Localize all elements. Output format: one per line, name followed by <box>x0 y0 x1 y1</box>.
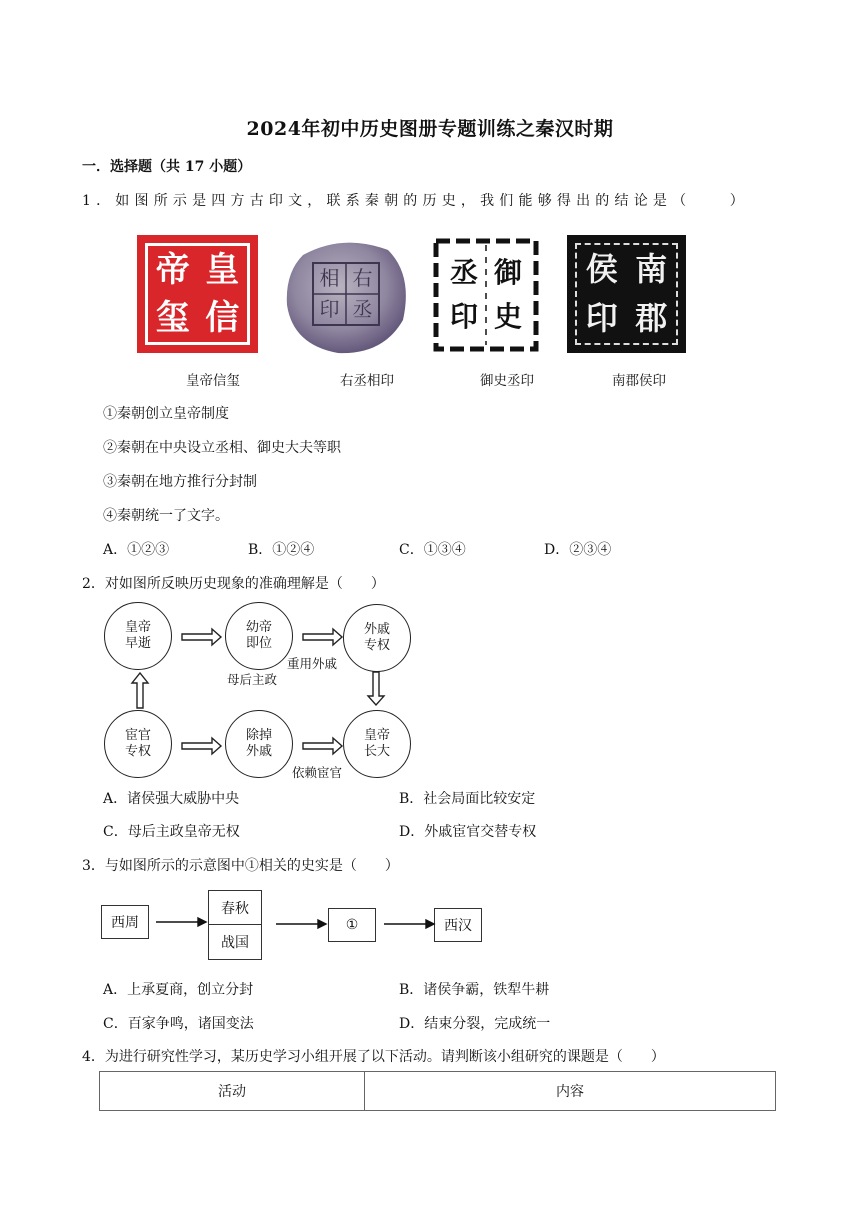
timeline-box-spring-autumn: 春秋 <box>208 890 262 925</box>
q2-option-a[interactable]: A．诸侯强大威胁中央 <box>103 791 240 807</box>
hollow-arrow-down-icon <box>368 672 384 705</box>
timeline-box-western-zhou: 西周 <box>101 905 149 939</box>
q4-table <box>99 1071 776 1111</box>
node-6-line-2: 长大 <box>363 744 390 759</box>
q2-option-b[interactable]: B．社会局面比较安定 <box>399 791 536 807</box>
seal-3-glyph-c: 印 <box>449 300 478 333</box>
label-empress-dowager-rules: 母后主政 <box>227 672 278 687</box>
q1-option-a[interactable]: A．①②③ <box>103 542 170 558</box>
seal-caption-3: 御史丞印 <box>480 373 534 389</box>
label-rely-on-consort-clan: 重用外戚 <box>287 656 338 671</box>
timeline-arrows <box>150 908 440 938</box>
question-3-stem: 3．与如图所示的示意图中①相关的史实是（ ） <box>82 858 399 874</box>
question-2-stem: 2．对如图所反映历史现象的准确理解是（ ） <box>82 576 385 592</box>
q1-statement-3: ③秦朝在地方推行分封制 <box>103 474 257 490</box>
seal-caption-4: 南郡侯印 <box>612 373 666 389</box>
seal-1-glyph-bl: 信 <box>205 298 240 338</box>
node-5-line-2: 外戚 <box>245 744 272 759</box>
table-header-activity: 活动 <box>100 1072 365 1111</box>
label-rely-on-eunuchs: 依赖宦官 <box>292 765 343 780</box>
seal-caption-1: 皇帝信玺 <box>186 373 240 389</box>
page-title: 2024年初中历史图册专题训练之秦汉时期 <box>246 118 614 140</box>
section-heading: 一．选择题（共 17 小题） <box>82 159 252 175</box>
seal-1-glyph-br: 玺 <box>155 298 190 338</box>
seal-2-glyph-a: 相 <box>319 266 340 290</box>
q3-option-c[interactable]: C．百家争鸣，诸国变法 <box>103 1016 254 1032</box>
q3-option-a[interactable]: A．上承夏商，创立分封 <box>103 982 254 998</box>
q3-option-b[interactable]: B．诸侯争霸，铁犁牛耕 <box>399 982 550 998</box>
timeline-box-western-han: 西汉 <box>434 908 482 942</box>
q1-option-b[interactable]: B．①②④ <box>248 542 315 558</box>
seal-3-glyph-a: 丞 <box>449 256 478 289</box>
seal-4-glyph-a: 侯 <box>585 250 618 288</box>
node-3-line-1: 外戚 <box>363 622 390 637</box>
seal-1-glyph-tr: 帝 <box>155 250 190 290</box>
table-header-content: 内容 <box>365 1072 776 1111</box>
node-5-line-1: 除掉 <box>245 728 272 743</box>
seal-2-glyph-c: 印 <box>319 297 340 321</box>
arrow-right-icon <box>156 918 434 928</box>
seal-2-glyph-d: 丞 <box>352 297 373 321</box>
node-4-line-1: 宦官 <box>124 728 151 743</box>
timeline-box-unknown: ① <box>328 908 376 942</box>
q1-statement-2: ②秦朝在中央设立丞相、御史大夫等职 <box>103 440 341 456</box>
hollow-arrow-right-icon <box>182 629 342 754</box>
q3-option-d[interactable]: D．结束分裂，完成统一 <box>399 1016 551 1032</box>
node-4-line-2: 专权 <box>124 744 151 759</box>
q1-statement-1: ①秦朝创立皇帝制度 <box>103 406 229 422</box>
q1-option-c[interactable]: C．①③④ <box>399 542 466 558</box>
q2-option-c[interactable]: C．母后主政皇帝无权 <box>103 824 240 840</box>
node-6-line-1: 皇帝 <box>363 728 390 743</box>
timeline-box-warring-states: 战国 <box>208 924 262 960</box>
node-2-line-2: 即位 <box>245 636 272 651</box>
seal-caption-2: 右丞相印 <box>340 373 394 389</box>
hollow-arrow-up-icon <box>132 673 148 708</box>
q1-statement-4: ④秦朝统一了文字。 <box>103 508 229 524</box>
seal-3-glyph-d: 史 <box>493 300 522 333</box>
seal-4-glyph-d: 郡 <box>635 299 668 337</box>
seal-1-glyph-tl: 皇 <box>205 250 240 290</box>
seal-image-4 <box>567 235 686 353</box>
node-1-line-1: 皇帝 <box>124 620 151 635</box>
seal-image-2 <box>283 235 410 357</box>
question-4-stem: 4．为进行研究性学习，某历史学习小组开展了以下活动。请判断该小组研究的课题是（ ） <box>82 1049 665 1065</box>
seal-4-glyph-c: 印 <box>585 299 618 337</box>
q2-option-d[interactable]: D．外戚宦官交替专权 <box>399 824 537 840</box>
seal-4-glyph-b: 南 <box>635 250 668 288</box>
node-3-line-2: 专权 <box>363 638 390 653</box>
seal-image-3 <box>430 235 542 355</box>
seal-image-1 <box>137 235 258 353</box>
flow-arrows <box>100 600 430 790</box>
q1-option-d[interactable]: D．②③④ <box>544 542 612 558</box>
question-1-stem: 1．如图所示是四方古印文，联系秦朝的历史，我们能够得出的结论是（ ） <box>82 193 749 209</box>
seal-3-glyph-b: 御 <box>493 256 522 289</box>
node-2-line-1: 幼帝 <box>245 620 272 635</box>
table-header-row <box>100 1072 776 1111</box>
seal-2-glyph-b: 右 <box>352 266 373 290</box>
node-1-line-2: 早逝 <box>124 636 151 651</box>
